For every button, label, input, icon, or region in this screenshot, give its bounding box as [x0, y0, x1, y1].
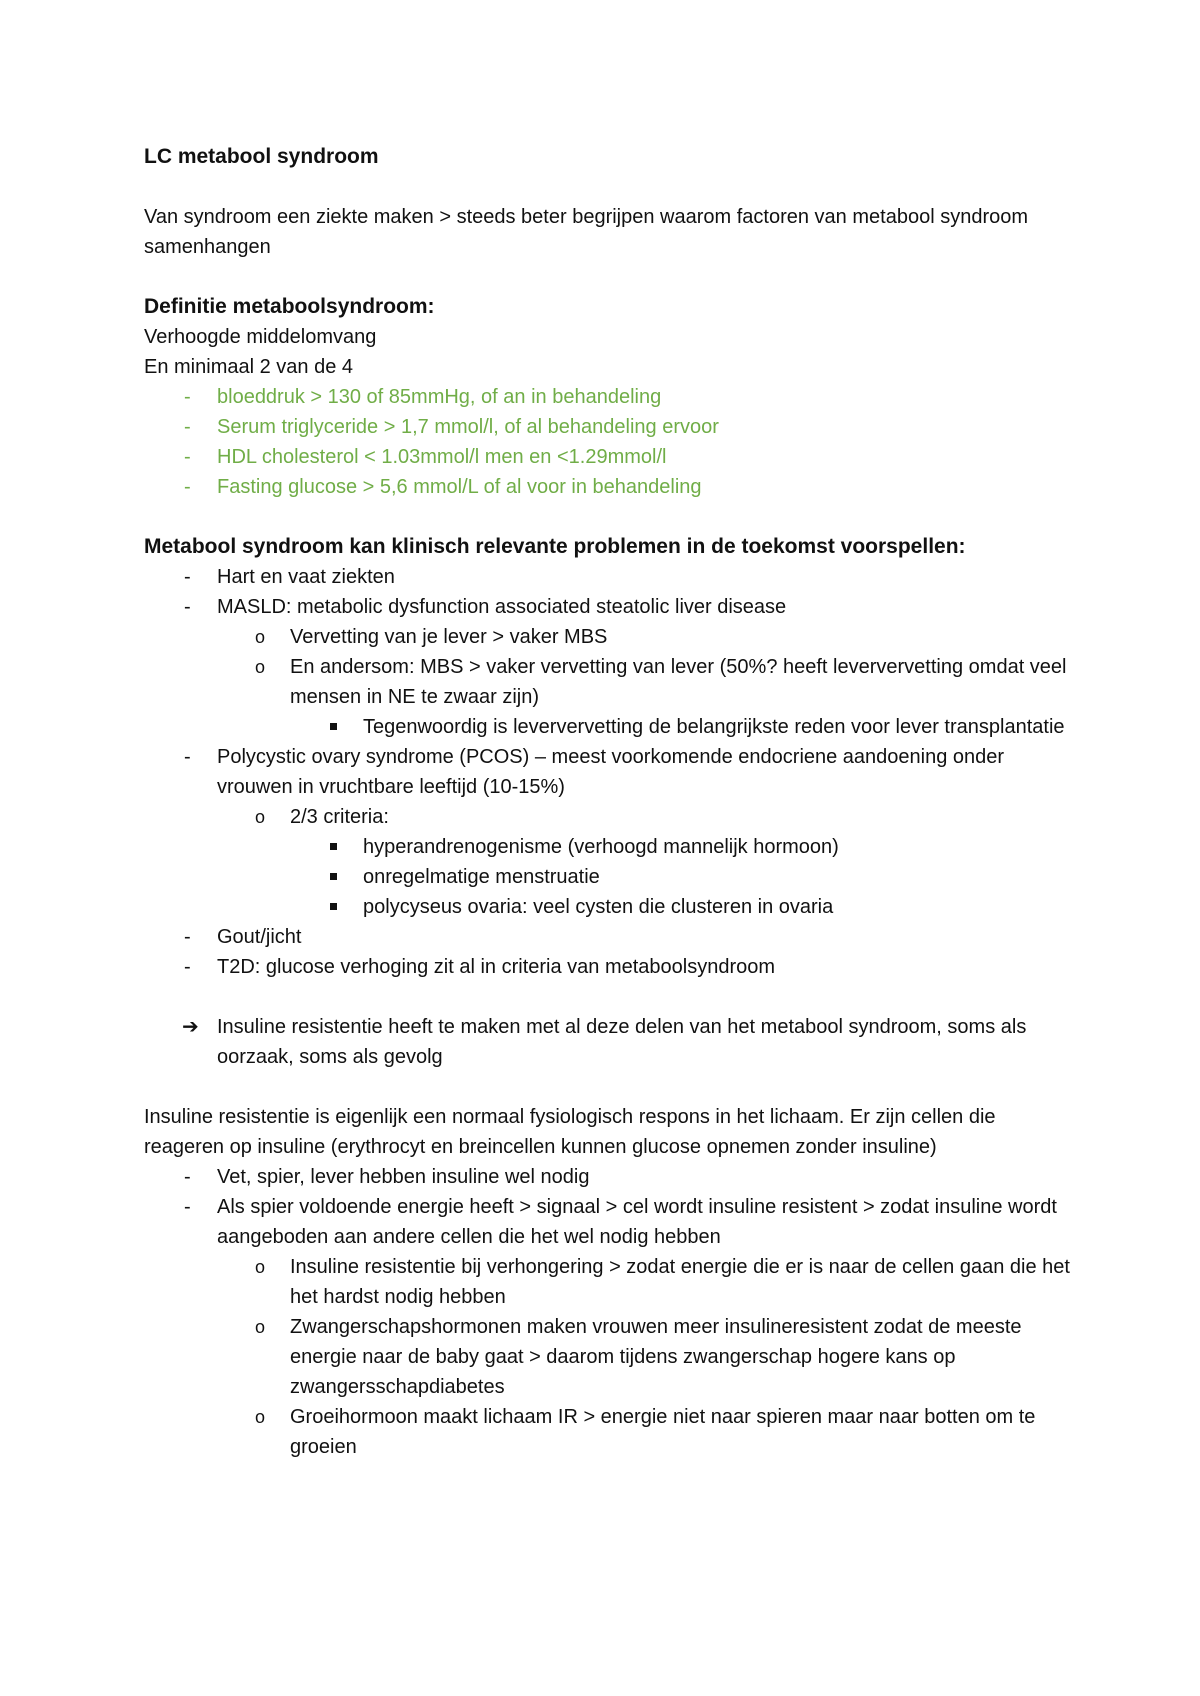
document-page: [144, 142, 1074, 1462]
square-bullet: [330, 903, 337, 910]
prediction-text: T2D: glucose verhoging zit al in criteria van metaboolsyndroom: [217, 956, 776, 978]
dash-bullet: -: [184, 1166, 191, 1188]
circle-bullet: o: [255, 1407, 266, 1427]
spacer: [144, 172, 1074, 202]
insulin-item: [144, 1192, 1074, 1462]
spacer: [144, 982, 1074, 1012]
sub-item: [217, 622, 1074, 652]
prediction-text: Gout/jicht: [217, 926, 302, 948]
insulin-item-text: Vet, spier, lever hebben insuline wel nodig: [217, 1166, 590, 1188]
dash-bullet: -: [184, 596, 191, 618]
criteria-text: Fasting glucose > 5,6 mmol/L of al voor in behandeling: [217, 476, 702, 498]
prediction-list: [144, 562, 1074, 982]
subsub-item-text: hyperandrenogenisme (verhoogd mannelijk hormoon): [363, 836, 839, 858]
subsub-item-text: Tegenwoordig is leververvetting de belangrijkste reden voor lever transplantatie: [363, 716, 1065, 738]
criteria-text: HDL cholesterol < 1.03mmol/l men en <1.29mmol/l: [217, 446, 667, 468]
dash-bullet: -: [184, 926, 191, 948]
insulin-item: [144, 1162, 1074, 1192]
criteria-item: [144, 442, 1074, 472]
prediction-item: [144, 592, 1074, 742]
sub-item-text: 2/3 criteria:: [290, 806, 389, 828]
prediction-text: Polycystic ovary syndrome (PCOS) – meest voorkomende endocriene aandoening onder vrouwen in vruchtbare leeftijd (10-15%): [217, 746, 1005, 798]
criteria-item: [144, 412, 1074, 442]
definition-line-waist: Verhoogde middelomvang: [144, 326, 377, 348]
square-bullet: [330, 873, 337, 880]
circle-bullet: o: [255, 657, 266, 677]
definition-line-minimum: En minimaal 2 van de 4: [144, 356, 354, 378]
prediction-item: [144, 952, 1074, 982]
sub-item: [217, 802, 1074, 922]
prediction-item: [144, 562, 1074, 592]
criteria-text: Serum triglyceride > 1,7 mmol/l, of al behandeling ervoor: [217, 416, 719, 438]
pcos-criteria-list: [290, 832, 1074, 922]
masld-sublist: [217, 622, 1074, 742]
square-bullet: [330, 843, 337, 850]
circle-bullet: o: [255, 627, 266, 647]
definition-criteria-list: [144, 382, 1074, 502]
prediction-text: Hart en vaat ziekten: [217, 566, 395, 588]
masld-subsublist: [290, 712, 1074, 742]
prediction-text: MASLD: metabolic dysfunction associated steatolic liver disease: [217, 596, 787, 618]
definition-heading: Definitie metaboolsyndroom:: [144, 295, 435, 318]
sub-item-text: Insuline resistentie bij verhongering > zodat energie die er is naar de cellen gaan die het het hardst nodig hebben: [290, 1256, 1070, 1308]
arrow-list: [144, 1012, 1074, 1072]
arrow-item: [144, 1012, 1074, 1072]
dash-bullet: -: [184, 416, 191, 438]
arrow-bullet-icon: ➔: [182, 1016, 199, 1038]
arrow-item-text: Insuline resistentie heeft te maken met al deze delen van het metabool syndroom, soms als oorzaak, soms als gevolg: [217, 1016, 1027, 1068]
dash-bullet: -: [184, 446, 191, 468]
sub-item: [217, 1252, 1074, 1312]
sub-item: [217, 1402, 1074, 1462]
subsub-item: [290, 892, 1074, 922]
dash-bullet: -: [184, 746, 191, 768]
prediction-item: [144, 742, 1074, 922]
insulin-sublist: [217, 1252, 1074, 1462]
circle-bullet: o: [255, 807, 266, 827]
prediction-heading: Metabool syndroom kan klinisch relevante problemen in de toekomst voorspellen:: [144, 535, 966, 558]
prediction-item: [144, 922, 1074, 952]
dash-bullet: -: [184, 566, 191, 588]
dash-bullet: -: [184, 956, 191, 978]
sub-item-text: Vervetting van je lever > vaker MBS: [290, 626, 608, 648]
insulin-paragraph: Insuline resistentie is eigenlijk een normaal fysiologisch respons in het lichaam. Er zijn cellen die reageren op insuline (erythrocyt en breincellen kunnen glucose opnemen zonder insuline): [144, 1106, 996, 1158]
dash-bullet: -: [184, 476, 191, 498]
spacer: [144, 1072, 1074, 1102]
subsub-item-text: onregelmatige menstruatie: [363, 866, 600, 888]
pcos-sublist: [217, 802, 1074, 922]
sub-item: [217, 1312, 1074, 1402]
sub-item-text: Zwangerschapshormonen maken vrouwen meer insulineresistent zodat de meeste energie naar de baby gaat > daarom tijdens zwangerschap hogere kans op zwangersschapdiabetes: [290, 1316, 1022, 1398]
intro-paragraph: Van syndroom een ziekte maken > steeds beter begrijpen waarom factoren van metabool syndroom samenhangen: [144, 206, 1029, 258]
subsub-item-text: polycyseus ovaria: veel cysten die clusteren in ovaria: [363, 896, 834, 918]
subsub-item: [290, 712, 1074, 742]
circle-bullet: o: [255, 1257, 266, 1277]
spacer: [144, 502, 1074, 532]
dash-bullet: -: [184, 1196, 191, 1218]
sub-item-text: Groeihormoon maakt lichaam IR > energie niet naar spieren maar naar botten om te groeien: [290, 1406, 1036, 1458]
subsub-item: [290, 862, 1074, 892]
insulin-item-text: Als spier voldoende energie heeft > signaal > cel wordt insuline resistent > zodat insuline wordt aangeboden aan andere cellen die het wel nodig hebben: [217, 1196, 1057, 1248]
spacer: [144, 262, 1074, 292]
insulin-list: [144, 1162, 1074, 1462]
dash-bullet: -: [184, 386, 191, 408]
sub-item: [217, 652, 1074, 742]
criteria-item: [144, 472, 1074, 502]
circle-bullet: o: [255, 1317, 266, 1337]
sub-item-text: En andersom: MBS > vaker vervetting van lever (50%? heeft leververvetting omdat veel mensen in NE te zwaar zijn): [290, 656, 1067, 708]
criteria-text: bloeddruk > 130 of 85mmHg, of an in behandeling: [217, 386, 662, 408]
criteria-item: [144, 382, 1074, 412]
square-bullet: [330, 723, 337, 730]
subsub-item: [290, 832, 1074, 862]
document-title: LC metabool syndroom: [144, 145, 379, 168]
